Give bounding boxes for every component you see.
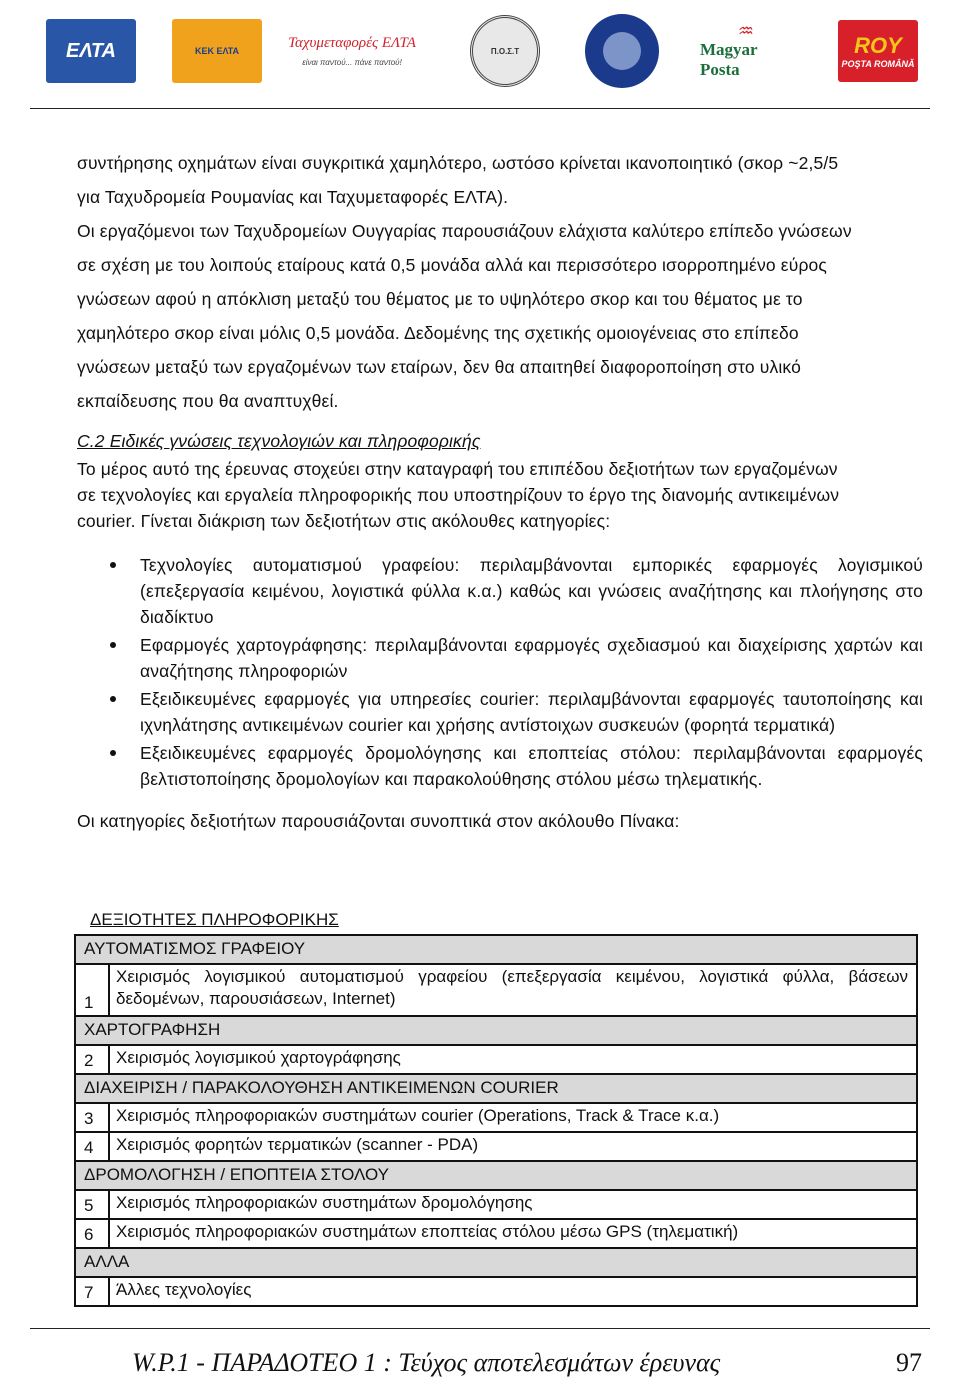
skills-table: [74, 934, 918, 1307]
kek-logo: ΚΕΚ ΕΛΤΑ: [172, 14, 262, 88]
text-line: σε τεχνολογίες και εργαλεία πληροφορικής που υποστηρίζουν το έργο της διανομής αντικειμένων: [77, 485, 840, 505]
text-line: courier. Γίνεται διάκριση των δεξιοτήτων στις ακόλουθες κατηγορίες:: [77, 511, 611, 531]
taxymetaforiki-logo: Ταχυμεταφορές ΕΛΤΑ είναι παντού... πάνε παντού!: [288, 35, 416, 67]
table-row: 1 Χειρισμός λογισμικού αυτοματισμού γραφείου (επεξεργασία κειμένου, λογιστικά φύλλα, βάσεων δεδομένων, παρουσιάσεων, Internet): [75, 964, 917, 1016]
table-category-row: ΔΙΑΧΕΙΡΙΣΗ / ΠΑΡΑΚΟΛΟΥΘΗΣΗ ΑΝΤΙΚΕΙΜΕΝΩΝ COURIER: [75, 1074, 917, 1103]
table-category-row: ΧΑΡΤΟΓΡΑΦΗΣΗ: [75, 1016, 917, 1045]
footer-title: W.P.1 - ΠΑΡΑΔΟΤΕΟ 1 : Τεύχος αποτελεσμάτων έρευνας: [132, 1348, 721, 1377]
seal-logo: Π.Ο.Σ.Τ: [470, 14, 540, 88]
category-bullet-list: [77, 552, 923, 792]
table-category-row: ΑΛΛΑ: [75, 1248, 917, 1277]
text-line: σε σχέση με του λοιπούς εταίρους κατά 0,5 μονάδα αλλά και περισσότερο ισορροπημένο εύρος: [77, 255, 828, 275]
table-row: 5 Χειρισμός πληροφοριακών συστημάτων δρομολόγησης: [75, 1190, 917, 1219]
page-content: [77, 146, 923, 834]
bullet-icon: [110, 696, 116, 702]
table-row: 3 Χειρισμός πληροφοριακών συστημάτων courier (Operations, Track & Trace κ.α.): [75, 1103, 917, 1132]
table-row: 2 Χειρισμός λογισμικού χαρτογράφησης: [75, 1045, 917, 1074]
table-category-row: ΔΡΟΜΟΛΟΓΗΣΗ / ΕΠΟΠΤΕΙΑ ΣΤΟΛΟΥ: [75, 1161, 917, 1190]
table-row: 6 Χειρισμός πληροφοριακών συστημάτων εποπτείας στόλου μέσω GPS (τηλεματική): [75, 1219, 917, 1248]
post-horn-icon: ♒: [737, 21, 755, 41]
page-header: [0, 0, 960, 110]
text-line: για Ταχυδρομεία Ρουμανίας και Ταχυμεταφορές ΕΛΤΑ).: [77, 187, 509, 207]
bullet-icon: [110, 642, 116, 648]
section-heading: C.2 Ειδικές γνώσεις τεχνολογιών και πληροφορικής: [77, 431, 481, 451]
paragraph-results: [77, 146, 923, 418]
text-line: εκπαίδευσης που θα αναπτυχθεί.: [77, 391, 339, 411]
footer-divider: [30, 1328, 930, 1329]
header-divider: [30, 108, 930, 109]
text-line: Το μέρος αυτό της έρευνας στοχεύει στην καταγραφή του επιπέδου δεξιοτήτων των εργαζομένων: [77, 459, 838, 479]
table-intro: Οι κατηγορίες δεξιοτήτων παρουσιάζονται συνοπτικά στον ακόλουθο Πίνακα:: [77, 811, 680, 831]
posta-romana-logo: ROY POŞTA ROMÂNĂ: [838, 14, 918, 88]
table-row: 7 Άλλες τεχνολογίες: [75, 1277, 917, 1306]
table-row: 4 Χειρισμός φορητών τερματικών (scanner - PDA): [75, 1132, 917, 1161]
elta-logo: ΕΛΤΑ: [46, 14, 136, 88]
table-category-row: ΑΥΤΟΜΑΤΙΣΜΟΣ ΓΡΑΦΕΙΟΥ: [75, 935, 917, 964]
list-item: Εφαρμογές χαρτογράφησης: περιλαμβάνονται εφαρμογές σχεδιασμού και διαχείρισης χαρτών και αναζήτησης πληροφοριών: [77, 632, 923, 684]
ring-logo: [582, 14, 662, 88]
list-item: Εξειδικευμένες εφαρμογές δρομολόγησης και εποπτείας στόλου: περιλαμβάνονται εφαρμογές βελτιστοποίησης δρομολογίων και παρακολούθησης στόλου μέσω τηλεματικής.: [77, 740, 923, 792]
section-intro: [77, 456, 923, 534]
list-item: Εξειδικευμένες εφαρμογές για υπηρεσίες courier: περιλαμβάνονται εφαρμογές ταυτοποίησης και ιχνηλάτησης αντικειμένων courier και χρήσης αντίστοιχων συσκευών (φορητά τερματικά): [77, 686, 923, 738]
page-number: 97: [896, 1348, 922, 1377]
table-title: ΔΕΞΙΟΤΗΤΕΣ ΠΛΗΡΟΦΟΡΙΚΗΣ: [90, 910, 339, 929]
text-line: Οι εργαζόμενοι των Ταχυδρομείων Ουγγαρίας παρουσιάζουν ελάχιστα καλύτερο επίπεδο γνώσεων: [77, 221, 852, 241]
list-item: Τεχνολογίες αυτοματισμού γραφείου: περιλαμβάνονται εμπορικές εφαρμογές λογισμικού (επεξεργασία κειμένου, λογιστικά φύλλα κ.α.) καθώς και γνώσεις αναζήτησης και πλοήγησης στο διαδίκτυο: [77, 552, 923, 630]
magyar-posta-logo: ♒ Magyar Posta: [700, 21, 758, 79]
text-line: γνώσεων αφού η απόκλιση μεταξύ του θέματος με το υψηλότερο σκορ και του θέματος με το: [77, 289, 803, 309]
bullet-icon: [110, 750, 116, 756]
text-line: γνώσεων μεταξύ των εργαζομένων των εταίρων, δεν θα απαιτηθεί διαφοροποίηση στο υλικό: [77, 357, 801, 377]
text-line: συντήρησης οχημάτων είναι συγκριτικά χαμηλότερο, ωστόσο κρίνεται ικανοποιητικό (σκορ ~2,5/5: [77, 153, 839, 173]
bullet-icon: [110, 562, 116, 568]
text-line: χαμηλότερο σκορ είναι μόλις 0,5 μονάδα. Δεδομένης της σχετικής ομοιογένειας στο επίπεδο: [77, 323, 799, 343]
